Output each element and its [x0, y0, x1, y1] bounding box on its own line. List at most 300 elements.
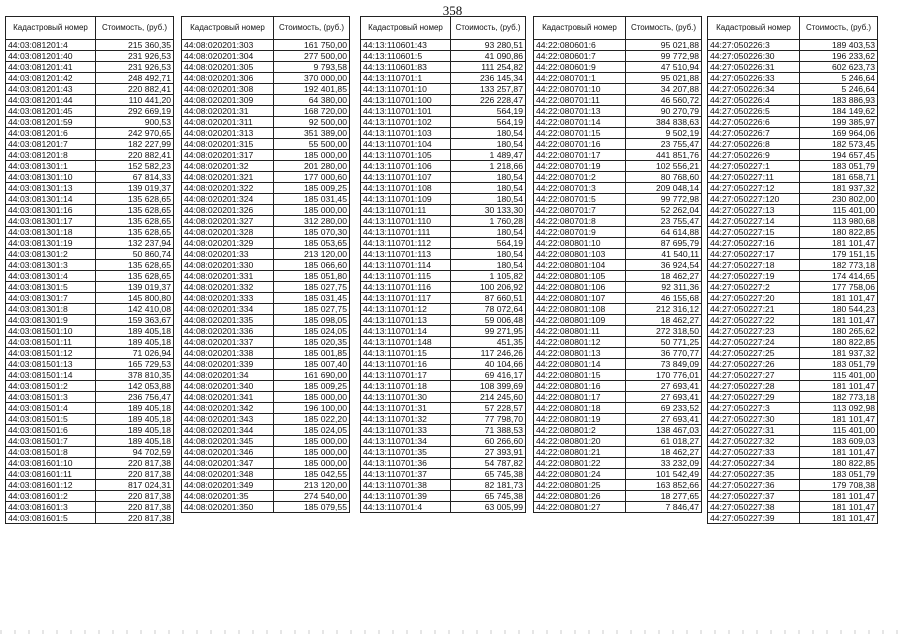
cadastral-number-cell: 44:27:050227:120 — [708, 194, 800, 205]
cadastral-number-cell: 44:08:020201:341 — [182, 392, 274, 403]
cost-cell: 214 245,60 — [451, 392, 526, 403]
cadastral-number-cell: 44:22:080801:22 — [534, 458, 626, 469]
table-row — [361, 227, 526, 238]
table-row — [534, 381, 702, 392]
cadastral-number-cell: 44:03:081201:41 — [6, 62, 96, 73]
cadastral-number-cell: 44:22:080801:17 — [534, 392, 626, 403]
table-row — [534, 128, 702, 139]
cadastral-number-cell: 44:03:081601:12 — [6, 480, 96, 491]
cadastral-number-cell: 44:08:020201:35 — [182, 491, 274, 502]
cadastral-number-cell: 44:27:050227:13 — [708, 205, 800, 216]
cost-cell: 90 270,79 — [626, 106, 702, 117]
cadastral-number-cell: 44:08:020201:338 — [182, 348, 274, 359]
cost-cell: 139 019,37 — [96, 183, 174, 194]
cadastral-number-cell: 44:27:050226:6 — [708, 117, 800, 128]
table-row — [182, 40, 350, 51]
cost-cell: 135 628,65 — [96, 194, 174, 205]
cost-cell: 182 773,18 — [800, 392, 878, 403]
cadastral-number-cell: 44:13:110701:34 — [361, 436, 451, 447]
cadastral-number-cell: 44:22:080801:11 — [534, 326, 626, 337]
cost-cell: 179 708,38 — [800, 480, 878, 491]
cadastral-number-cell: 44:22:080801:12 — [534, 337, 626, 348]
table-row — [361, 73, 526, 84]
cadastral-number-cell: 44:03:081601:11 — [6, 469, 96, 480]
cadastral-number-cell: 44:03:081601:2 — [6, 491, 96, 502]
cadastral-number-cell: 44:08:020201:34 — [182, 370, 274, 381]
cadastral-number-cell: 44:13:110701:117 — [361, 293, 451, 304]
table-row — [534, 84, 702, 95]
table-row — [361, 150, 526, 161]
cadastral-number-cell: 44:27:050226:8 — [708, 139, 800, 150]
table-row — [6, 260, 174, 271]
cadastral-number-cell: 44:03:081301:10 — [6, 172, 96, 183]
cadastral-number-cell: 44:22:080801:16 — [534, 381, 626, 392]
table-row — [6, 436, 174, 447]
table-row — [708, 205, 878, 216]
table-row — [361, 183, 526, 194]
cost-cell: 272 318,50 — [626, 326, 702, 337]
table-row — [534, 139, 702, 150]
cost-cell: 64 614,88 — [626, 227, 702, 238]
table-row — [534, 95, 702, 106]
cost-cell: 220 882,41 — [96, 150, 174, 161]
cadastral-number-cell: 44:13:110701:18 — [361, 381, 451, 392]
table-row — [708, 458, 878, 469]
cadastral-number-cell: 44:03:081201:42 — [6, 73, 96, 84]
cost-cell: 71 026,94 — [96, 348, 174, 359]
cost-cell: 161 750,00 — [274, 40, 350, 51]
cadastral-number-cell: 44:22:080801:10 — [534, 238, 626, 249]
cost-cell: 185 000,00 — [274, 436, 350, 447]
table-row — [6, 73, 174, 84]
table-row — [6, 359, 174, 370]
table-row — [6, 271, 174, 282]
cost-cell: 185 001,85 — [274, 348, 350, 359]
cost-cell: 189 405,18 — [96, 425, 174, 436]
cost-cell: 441 851,76 — [626, 150, 702, 161]
cost-cell: 900,53 — [96, 117, 174, 128]
table-row — [182, 381, 350, 392]
cadastral-number-cell: 44:03:081201:45 — [6, 106, 96, 117]
cost-cell: 135 628,65 — [96, 216, 174, 227]
column-header-cost: Стоимость, (руб.) — [96, 17, 174, 40]
cost-cell: 189 405,18 — [96, 436, 174, 447]
cadastral-number-cell: 44:08:020201:329 — [182, 238, 274, 249]
table-row — [534, 194, 702, 205]
table-row — [182, 150, 350, 161]
table-row — [361, 469, 526, 480]
table-row — [361, 502, 526, 513]
table-row — [708, 348, 878, 359]
cost-cell: 102 556,21 — [626, 161, 702, 172]
cadastral-number-cell: 44:08:020201:303 — [182, 40, 274, 51]
cost-cell: 181 101,47 — [800, 502, 878, 513]
cadastral-number-cell: 44:13:110701:115 — [361, 271, 451, 282]
cadastral-number-cell: 44:13:110701:16 — [361, 359, 451, 370]
table-row — [361, 271, 526, 282]
cost-cell: 181 101,47 — [800, 381, 878, 392]
cost-cell: 165 729,53 — [96, 359, 174, 370]
table-row — [708, 139, 878, 150]
table-row — [534, 414, 702, 425]
cost-cell: 18 462,27 — [626, 447, 702, 458]
table-row — [534, 249, 702, 260]
cadastral-number-cell: 44:13:110701:31 — [361, 403, 451, 414]
table-row — [182, 282, 350, 293]
cadastral-number-cell: 44:08:020201:346 — [182, 447, 274, 458]
table-row — [6, 282, 174, 293]
table-row — [534, 304, 702, 315]
cadastral-number-cell: 44:13:110701:112 — [361, 238, 451, 249]
table-row — [361, 315, 526, 326]
table-row — [182, 425, 350, 436]
cadastral-number-cell: 44:27:050227:33 — [708, 447, 800, 458]
table-row — [708, 73, 878, 84]
cost-cell: 185 020,35 — [274, 337, 350, 348]
cadastral-number-cell: 44:03:081301:9 — [6, 315, 96, 326]
cost-cell: 185 024,05 — [274, 425, 350, 436]
table-row — [182, 392, 350, 403]
cadastral-number-cell: 44:13:110701:100 — [361, 95, 451, 106]
table-row — [361, 480, 526, 491]
table-row — [708, 106, 878, 117]
table-row — [361, 216, 526, 227]
table-row — [534, 392, 702, 403]
cadastral-number-cell: 44:22:080801:14 — [534, 359, 626, 370]
cadastral-number-cell: 44:03:081501:3 — [6, 392, 96, 403]
column-header-number: Кадастровый номер — [6, 17, 96, 40]
cost-cell: 99 271,95 — [451, 326, 526, 337]
table-row — [182, 194, 350, 205]
cadastral-number-cell: 44:27:050227:38 — [708, 502, 800, 513]
cost-cell: 65 745,38 — [451, 469, 526, 480]
table-row — [708, 62, 878, 73]
table-row — [182, 117, 350, 128]
cadastral-number-cell: 44:27:050226:33 — [708, 73, 800, 84]
cost-cell: 182 227,99 — [96, 139, 174, 150]
table-row — [534, 183, 702, 194]
table-row — [6, 128, 174, 139]
table-row — [534, 282, 702, 293]
cost-cell: 65 745,38 — [451, 491, 526, 502]
cadastral-number-cell: 44:27:050227:14 — [708, 216, 800, 227]
table-row — [182, 51, 350, 62]
cadastral-number-cell: 44:03:081301:17 — [6, 216, 96, 227]
cadastral-number-cell: 44:22:080701:19 — [534, 161, 626, 172]
cost-cell: 135 628,65 — [96, 205, 174, 216]
cost-cell: 194 657,45 — [800, 150, 878, 161]
cadastral-number-cell: 44:27:050227:12 — [708, 183, 800, 194]
cost-cell: 36 924,54 — [626, 260, 702, 271]
cost-cell: 220 882,41 — [96, 84, 174, 95]
cadastral-number-cell: 44:22:080701:3 — [534, 183, 626, 194]
table-row — [361, 260, 526, 271]
cadastral-number-cell: 44:13:110701:17 — [361, 370, 451, 381]
cost-cell: 185 000,00 — [274, 205, 350, 216]
table-row — [534, 117, 702, 128]
table-row — [708, 150, 878, 161]
cost-cell: 180,54 — [451, 172, 526, 183]
cost-cell: 564,19 — [451, 238, 526, 249]
cadastral-number-cell: 44:13:110701:108 — [361, 183, 451, 194]
cost-cell: 168 720,00 — [274, 106, 350, 117]
cost-cell: 231 926,53 — [96, 51, 174, 62]
table-row — [361, 359, 526, 370]
column-header-cost: Стоимость, (руб.) — [800, 17, 878, 40]
cost-cell: 185 000,00 — [274, 392, 350, 403]
cost-cell: 602 623,73 — [800, 62, 878, 73]
cadastral-number-cell: 44:13:110701:148 — [361, 337, 451, 348]
table-row — [6, 150, 174, 161]
cadastral-number-cell: 44:03:081301:3 — [6, 260, 96, 271]
table-row — [708, 304, 878, 315]
cadastral-number-cell: 44:03:081501:11 — [6, 337, 96, 348]
cost-cell: 226 228,47 — [451, 95, 526, 106]
cost-cell: 817 024,31 — [96, 480, 174, 491]
table-row — [182, 183, 350, 194]
cadastral-number-cell: 44:13:110701:35 — [361, 447, 451, 458]
cost-cell: 69 233,52 — [626, 403, 702, 414]
cost-cell: 183 051,79 — [800, 469, 878, 480]
cadastral-number-cell: 44:22:080801:24 — [534, 469, 626, 480]
table-row — [6, 513, 174, 524]
cost-cell: 564,19 — [451, 117, 526, 128]
table-row — [6, 106, 174, 117]
cadastral-number-cell: 44:13:110701:104 — [361, 139, 451, 150]
cadastral-number-cell: 44:03:081501:14 — [6, 370, 96, 381]
cost-cell: 183 051,79 — [800, 359, 878, 370]
table-row — [361, 84, 526, 95]
cost-cell: 46 155,68 — [626, 293, 702, 304]
cadastral-number-cell: 44:22:080801:19 — [534, 414, 626, 425]
cadastral-number-cell: 44:13:110701:38 — [361, 480, 451, 491]
table-row — [534, 480, 702, 491]
cost-cell: 179 151,15 — [800, 249, 878, 260]
table-row — [182, 249, 350, 260]
table-row — [182, 293, 350, 304]
cost-cell: 61 018,27 — [626, 436, 702, 447]
cost-cell: 110 441,20 — [96, 95, 174, 106]
cadastral-number-cell: 44:13:110701:11 — [361, 205, 451, 216]
cost-cell: 73 849,09 — [626, 359, 702, 370]
cost-cell: 220 817,38 — [96, 513, 174, 524]
cadastral-number-cell: 44:13:110701:14 — [361, 326, 451, 337]
cadastre-table — [360, 16, 526, 513]
cadastral-number-cell: 44:08:020201:33 — [182, 249, 274, 260]
cost-cell: 18 277,65 — [626, 491, 702, 502]
cost-cell: 236 756,47 — [96, 392, 174, 403]
cadastral-number-cell: 44:08:020201:32 — [182, 161, 274, 172]
cost-cell: 152 582,23 — [96, 161, 174, 172]
cost-cell: 1 218,66 — [451, 161, 526, 172]
table-row — [361, 95, 526, 106]
cadastral-number-cell: 44:27:050226:34 — [708, 84, 800, 95]
table-row — [534, 62, 702, 73]
cost-cell: 135 628,65 — [96, 227, 174, 238]
cadastral-number-cell: 44:03:081201:8 — [6, 150, 96, 161]
table-row — [182, 84, 350, 95]
cost-cell: 220 817,38 — [96, 502, 174, 513]
table-row — [361, 161, 526, 172]
table-row — [361, 205, 526, 216]
cost-cell: 180,54 — [451, 194, 526, 205]
cadastral-number-cell: 44:08:020201:309 — [182, 95, 274, 106]
table-row — [708, 227, 878, 238]
cost-cell: 181 658,71 — [800, 172, 878, 183]
table-row — [534, 216, 702, 227]
cost-cell: 185 053,65 — [274, 238, 350, 249]
table-row — [182, 260, 350, 271]
table-row — [361, 51, 526, 62]
cost-cell: 370 000,00 — [274, 73, 350, 84]
cadastral-number-cell: 44:27:050227:25 — [708, 348, 800, 359]
cost-cell: 101 542,49 — [626, 469, 702, 480]
cost-cell: 292 669,19 — [96, 106, 174, 117]
cadastral-number-cell: 44:13:110701:15 — [361, 348, 451, 359]
cost-cell: 181 101,47 — [800, 315, 878, 326]
cadastral-number-cell: 44:27:050227:16 — [708, 238, 800, 249]
table-row — [708, 172, 878, 183]
column-header-number: Кадастровый номер — [534, 17, 626, 40]
table-row — [182, 161, 350, 172]
cadastre-table — [5, 16, 174, 524]
cadastral-number-cell: 44:08:020201:335 — [182, 315, 274, 326]
cost-cell: 9 502,19 — [626, 128, 702, 139]
cadastral-number-cell: 44:03:081201:6 — [6, 128, 96, 139]
table-row — [361, 139, 526, 150]
cost-cell: 230 802,00 — [800, 194, 878, 205]
cadastral-number-cell: 44:03:081301:4 — [6, 271, 96, 282]
cost-cell: 181 101,47 — [800, 447, 878, 458]
cadastral-number-cell: 44:08:020201:345 — [182, 436, 274, 447]
cadastral-number-cell: 44:22:080701:17 — [534, 150, 626, 161]
cost-cell: 99 772,98 — [626, 194, 702, 205]
table-row — [534, 40, 702, 51]
cost-cell: 185 031,45 — [274, 194, 350, 205]
cadastral-number-cell: 44:27:050227:27 — [708, 370, 800, 381]
cadastral-number-cell: 44:13:110701:105 — [361, 150, 451, 161]
cost-cell: 23 755,47 — [626, 216, 702, 227]
cadastral-number-cell: 44:03:081301:13 — [6, 183, 96, 194]
cadastral-number-cell: 44:13:110701:37 — [361, 469, 451, 480]
cost-cell: 185 079,55 — [274, 502, 350, 513]
cost-cell: 185 031,45 — [274, 293, 350, 304]
cadastral-number-cell: 44:22:080801:27 — [534, 502, 626, 513]
cadastre-table — [533, 16, 702, 513]
cadastral-number-cell: 44:27:050227:18 — [708, 260, 800, 271]
cost-cell: 185 000,00 — [274, 447, 350, 458]
table-row — [6, 139, 174, 150]
cadastral-number-cell: 44:08:020201:317 — [182, 150, 274, 161]
table-row — [361, 348, 526, 359]
cadastral-number-cell: 44:27:050227:11 — [708, 172, 800, 183]
cost-cell: 180,54 — [451, 249, 526, 260]
table-row — [6, 238, 174, 249]
table-row — [361, 414, 526, 425]
cost-cell: 145 800,80 — [96, 293, 174, 304]
table-row — [6, 392, 174, 403]
cost-cell: 18 462,27 — [626, 271, 702, 282]
cost-cell: 95 021,88 — [626, 40, 702, 51]
table-row — [6, 227, 174, 238]
table-row — [708, 502, 878, 513]
cadastral-number-cell: 44:13:110701:110 — [361, 216, 451, 227]
cost-cell: 34 207,88 — [626, 84, 702, 95]
table-row — [6, 480, 174, 491]
table-row — [708, 282, 878, 293]
cost-cell: 135 628,65 — [96, 271, 174, 282]
cost-cell: 189 405,18 — [96, 326, 174, 337]
table-row — [6, 183, 174, 194]
cost-cell: 40 104,66 — [451, 359, 526, 370]
cadastral-number-cell: 44:27:050226:31 — [708, 62, 800, 73]
cadastral-number-cell: 44:22:080801:105 — [534, 271, 626, 282]
cost-cell: 181 101,47 — [800, 238, 878, 249]
table-row — [708, 128, 878, 139]
cost-cell: 196 100,00 — [274, 403, 350, 414]
cadastral-number-cell: 44:27:050227:3 — [708, 403, 800, 414]
cadastral-number-cell: 44:22:080701:13 — [534, 106, 626, 117]
table-row — [708, 293, 878, 304]
cadastral-number-cell: 44:22:080601:9 — [534, 62, 626, 73]
scan-noise — [0, 630, 905, 634]
cadastral-number-cell: 44:27:050226:5 — [708, 106, 800, 117]
cost-cell: 170 776,01 — [626, 370, 702, 381]
table-row — [708, 95, 878, 106]
cadastral-number-cell: 44:13:110701:10 — [361, 84, 451, 95]
table-row — [361, 381, 526, 392]
cadastral-number-cell: 44:27:050227:28 — [708, 381, 800, 392]
cost-cell: 451,35 — [451, 337, 526, 348]
table-row — [182, 436, 350, 447]
table-row — [182, 458, 350, 469]
cost-cell: 181 937,32 — [800, 183, 878, 194]
table-row — [182, 414, 350, 425]
cost-cell: 133 257,87 — [451, 84, 526, 95]
cost-cell: 220 817,38 — [96, 469, 174, 480]
cadastral-number-cell: 44:03:081301:16 — [6, 205, 96, 216]
cadastral-number-cell: 44:22:080801:109 — [534, 315, 626, 326]
cost-cell: 180 822,85 — [800, 227, 878, 238]
cost-cell: 18 462,27 — [626, 315, 702, 326]
cadastral-number-cell: 44:27:050227:24 — [708, 337, 800, 348]
table-row — [534, 205, 702, 216]
cost-cell: 5 246,64 — [800, 73, 878, 84]
table-row — [361, 392, 526, 403]
cost-cell: 185 027,75 — [274, 282, 350, 293]
table-row — [708, 183, 878, 194]
cadastral-number-cell: 44:13:110701:4 — [361, 502, 451, 513]
table-row — [182, 216, 350, 227]
cadastral-number-cell: 44:03:081501:2 — [6, 381, 96, 392]
cost-cell: 63 005,99 — [451, 502, 526, 513]
table-row — [6, 315, 174, 326]
cadastral-number-cell: 44:13:110701:102 — [361, 117, 451, 128]
table-row — [534, 227, 702, 238]
cadastral-number-cell: 44:08:020201:334 — [182, 304, 274, 315]
cadastral-number-cell: 44:08:020201:324 — [182, 194, 274, 205]
cost-cell: 1 105,82 — [451, 271, 526, 282]
table-row — [361, 172, 526, 183]
table-row — [361, 326, 526, 337]
cadastral-number-cell: 44:27:050227:30 — [708, 414, 800, 425]
cost-cell: 135 628,65 — [96, 260, 174, 271]
table-row — [534, 425, 702, 436]
column-header-cost: Стоимость, (руб.) — [626, 17, 702, 40]
table-row — [534, 326, 702, 337]
cadastral-number-cell: 44:03:081501:4 — [6, 403, 96, 414]
cadastral-number-cell: 44:22:080701:2 — [534, 172, 626, 183]
